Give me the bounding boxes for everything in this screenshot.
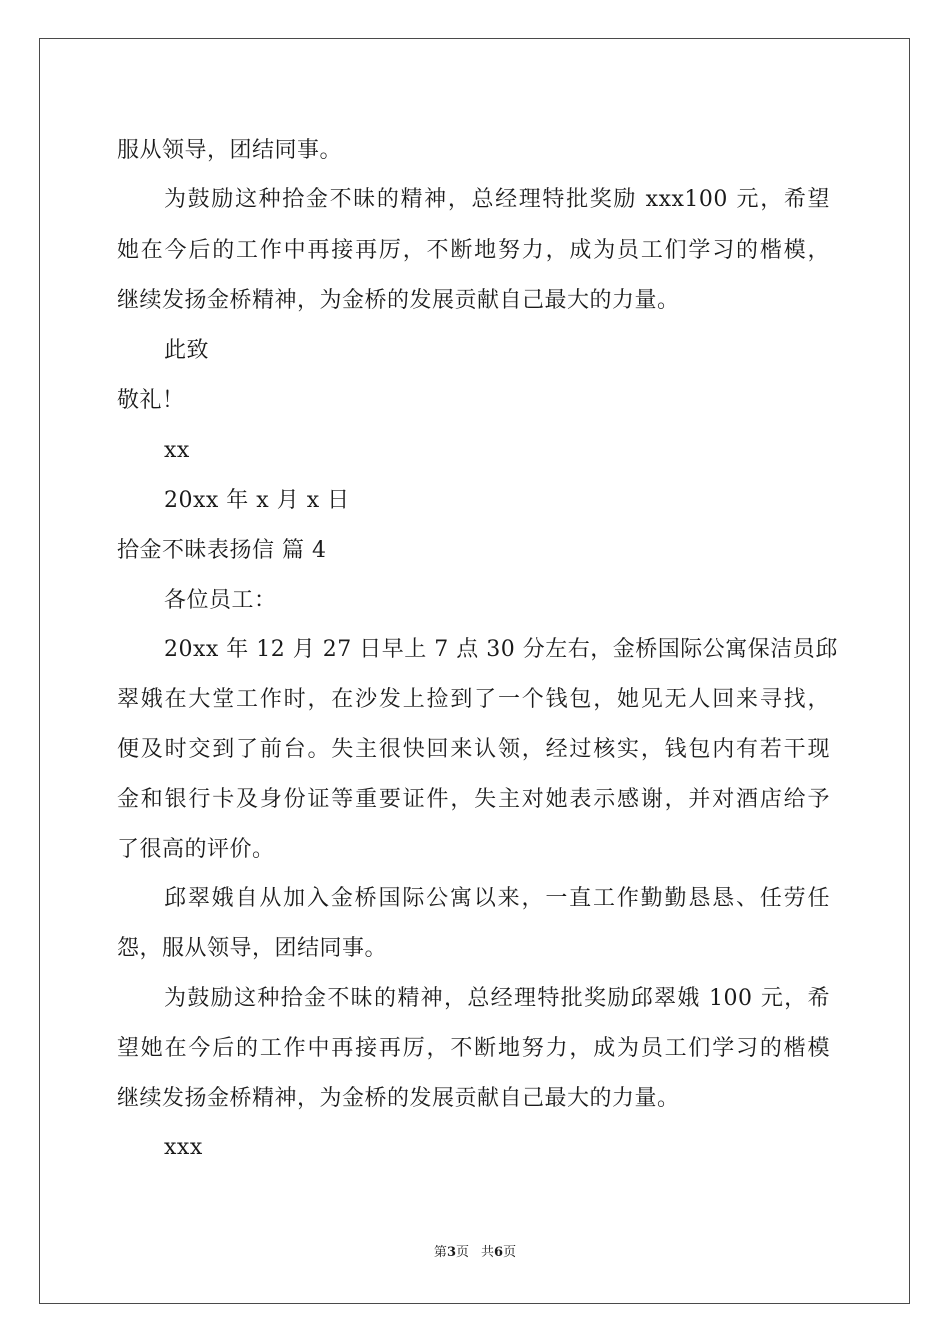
text-line: 邱翠娥自从加入金桥国际公寓以来，一直工作勤勤恳恳、任劳任: [164, 886, 830, 911]
signature: xxx: [164, 1135, 203, 1160]
footer-total-prefix: 共: [481, 1245, 495, 1260]
text-line: 敬礼！: [117, 388, 185, 413]
page-footer: [0, 1244, 950, 1262]
footer-page-total: 6: [494, 1245, 504, 1260]
text-line: 望她在今后的工作中再接再厉，不断地努力，成为员工们学习的楷模: [117, 1036, 830, 1061]
footer-total-suffix: 页: [503, 1245, 517, 1260]
text-line: 她在今后的工作中再接再厉，不断地努力，成为员工们学习的楷模，: [117, 238, 830, 263]
text-line: 为鼓励这种拾金不昧的精神，总经理特批奖励 xxx100 元，希望: [164, 187, 830, 212]
text-line: 20xx 年 12 月 27 日早上 7 点 30 分左右，金桥国际公寓保洁员邱: [164, 637, 838, 662]
text-line: xx: [164, 438, 190, 463]
text-line: 继续发扬金桥精神，为金桥的发展贡献自己最大的力量。: [117, 288, 680, 313]
salutation: 各位员工：: [164, 588, 277, 613]
text-line: 了很高的评价。: [117, 837, 275, 862]
text-line: 便及时交到了前台。失主很快回来认领，经过核实，钱包内有若干现: [117, 737, 830, 762]
text-line: 怨，服从领导，团结同事。: [117, 936, 388, 961]
footer-page-suffix: 页: [455, 1245, 469, 1260]
text-line: 服从领导，团结同事。: [117, 138, 343, 163]
footer-page-prefix: 第: [433, 1245, 447, 1260]
text-line: 翠娥在大堂工作时，在沙发上捡到了一个钱包，她见无人回来寻找，: [117, 687, 830, 712]
section-heading: 拾金不昧表扬信 篇 4: [117, 538, 327, 563]
page-border: [39, 38, 910, 1304]
text-line: 金和银行卡及身份证等重要证件，失主对她表示感谢，并对酒店给予: [117, 787, 830, 812]
footer-page-current: 3: [446, 1245, 456, 1260]
text-line: 为鼓励这种拾金不昧的精神，总经理特批奖励邱翠娥 100 元，希: [164, 986, 830, 1011]
text-line: 20xx 年 x 月 x 日: [164, 488, 350, 513]
text-line: 继续发扬金桥精神，为金桥的发展贡献自己最大的力量。: [117, 1086, 680, 1111]
text-line: 此致: [164, 338, 210, 363]
